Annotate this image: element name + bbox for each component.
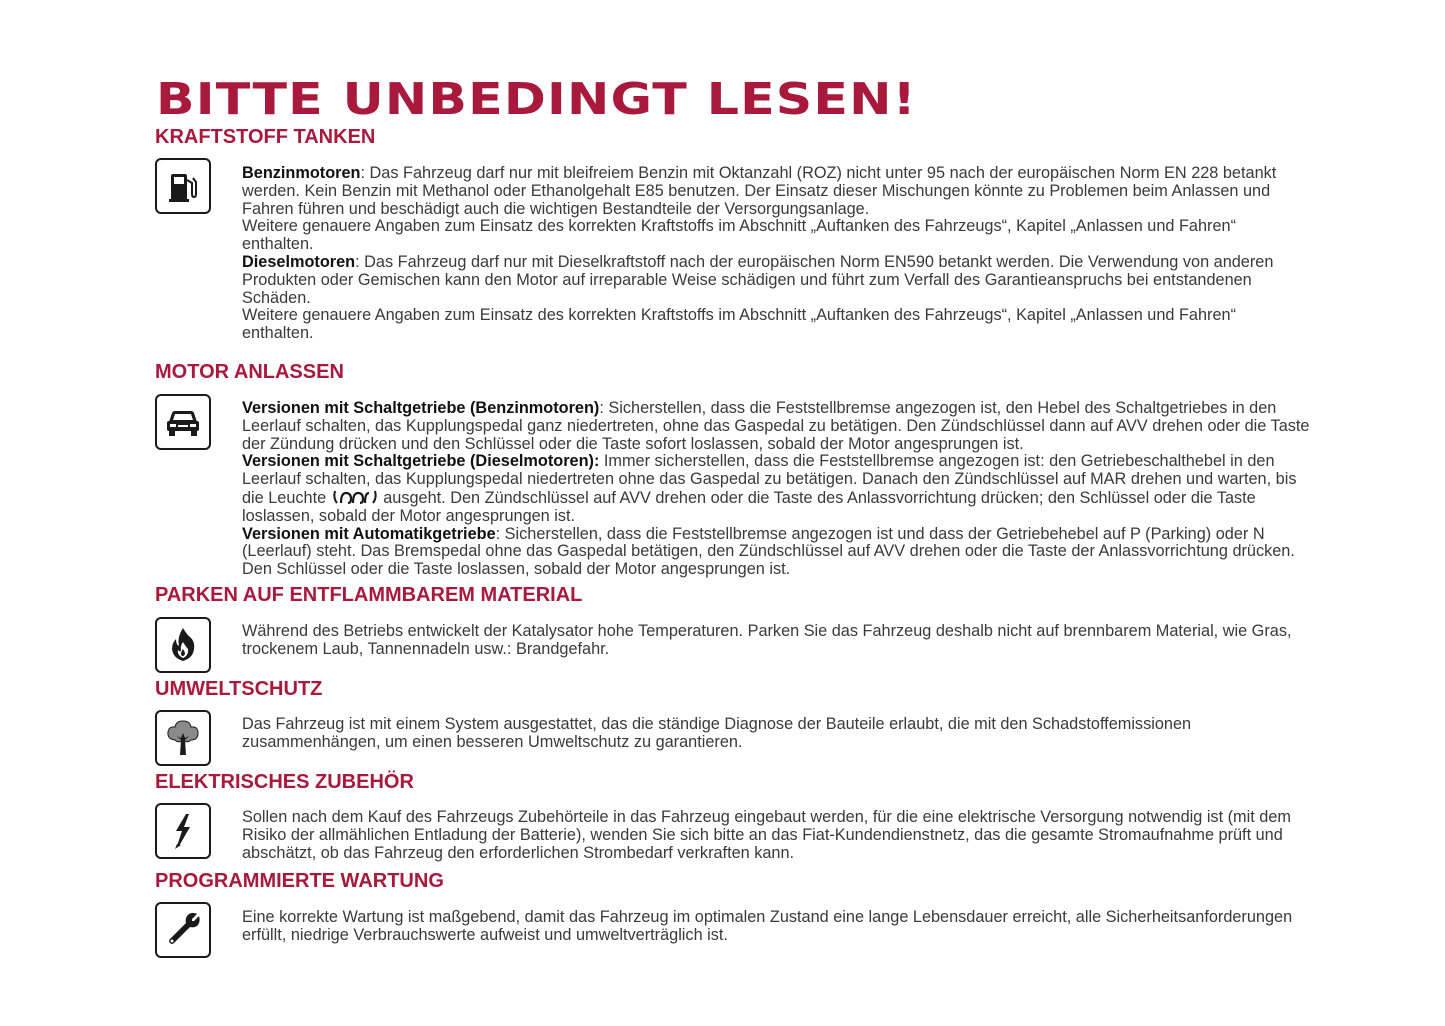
start-automatic-label: Versionen mit Automatikgetriebe xyxy=(242,524,496,543)
fuel-text xyxy=(242,165,1312,343)
fuel-petrol-note: Weitere genauere Angaben zum Einsatz des korrekten Kraftstoffs im Abschnitt „Auftanken des Fahrzeugs“, Kapitel „Anlassen und Fahren“ enthalten. xyxy=(242,217,1236,254)
wrench-icon xyxy=(163,910,203,950)
parking-icon-box xyxy=(155,617,211,673)
start-manual-diesel-label: Versionen mit Schaltgetriebe (Dieselmotoren): xyxy=(242,452,600,471)
fuel-diesel-label: Dieselmotoren xyxy=(242,252,356,271)
fuel-diesel-text: : Das Fahrzeug darf nur mit Dieselkraftstoff nach der europäischen Norm EN590 betankt werden. Die Verwendung von anderen Produkten oder Gemischen kann den Motor auf irreparable Weise schädigen und führt zum Verfall des Garantieanspruchs bei entstandenen Schäden. xyxy=(242,252,1274,307)
fuel-icon-box xyxy=(155,158,211,214)
environment-icon-box xyxy=(155,710,211,766)
environment-text xyxy=(242,716,1312,752)
maintenance-text xyxy=(242,909,1312,945)
start-text xyxy=(242,400,1312,579)
page-title: BITTE UNBEDINGT LESEN! xyxy=(156,74,917,125)
parking-paragraph: Während des Betriebs entwickelt der Katalysator hohe Temperaturen. Parken Sie das Fahrzeug deshalb nicht auf brennbarem Material, wie Gras, trockenem Laub, Tannennadeln usw.: Brandgefahr. xyxy=(242,622,1292,658)
fuel-petrol-label: Benzinmotoren xyxy=(242,164,361,182)
start-icon-box xyxy=(155,394,211,450)
electrical-icon-box xyxy=(155,803,211,859)
environment-paragraph: Das Fahrzeug ist mit einem System ausgestattet, das die ständige Diagnose der Bauteile erlaubt, die mit den Schadstoffemissionen zusammenhängen, um einen besseren Umweltschutz zu garantieren. xyxy=(242,715,1192,751)
section-title-start: MOTOR ANLASSEN xyxy=(155,361,344,383)
electrical-paragraph: Sollen nach dem Kauf des Fahrzeugs Zubehörteile in das Fahrzeug eingebaut werden, für die eine elektrische Versorgung notwendig ist (mit dem Risiko der allmählichen Entladung der Batterie), wenden Sie sich bitte an das Fiat-Kundendienstnetz, das die gesamte Stromaufnahme prüft und abschätzt, ob das Fahrzeug den erforderlichen Strombedarf verkraften kann. xyxy=(242,808,1291,862)
lightning-icon xyxy=(163,811,203,851)
section-title-maintenance: PROGRAMMIERTE WARTUNG xyxy=(155,870,444,892)
start-automatic-text: : Sicherstellen, dass die Feststellbremse angezogen ist und dass der Getriebehebel auf P (Parking) oder N (Leerlauf) steht. Das Bremspedal ohne das Gaspedal betätigen, den Zündschlüssel auf AVV drehen oder die Taste der Anlassvorrichtung drücken. Den Schlüssel oder die Taste loslassen, sobald der Motor angesprungen ist. xyxy=(242,524,1295,579)
parking-text xyxy=(242,623,1312,659)
start-manual-petrol-label: Versionen mit Schaltgetriebe (Benzinmotoren) xyxy=(242,399,600,417)
maintenance-paragraph: Eine korrekte Wartung ist maßgebend, damit das Fahrzeug im optimalen Zustand eine lange Lebensdauer erreicht, alle Sicherheitsanforderungen erfüllt, niedrige Verbrauchswerte aufweist und umweltverträglich ist. xyxy=(242,908,1293,944)
section-title-parking: PARKEN AUF ENTFLAMMBAREM MATERIAL xyxy=(155,584,583,606)
glow-plug-icon xyxy=(331,489,379,507)
car-icon xyxy=(163,402,203,442)
start-manual-petrol-text: : Sicherstellen, dass die Feststellbremse angezogen ist, den Hebel des Schaltgetriebes in den Leerlauf schalten, das Kupplungspedal ganz niedertreten, ohne das Gaspedal zu betätigen. Den Zündschlüssel dann auf AVV drehen oder die Taste der Zündung drücken und den Schlüssel oder die Taste sofort loslassen, sobald der Motor angesprungen ist. xyxy=(242,399,1310,453)
section-title-fuel: KRAFTSTOFF TANKEN xyxy=(155,126,376,148)
flame-icon xyxy=(163,625,203,665)
fuel-petrol-text: : Das Fahrzeug darf nur mit bleifreiem Benzin mit Oktanzahl (ROZ) nicht unter 95 nach der europäischen Norm EN 228 betankt werden. Kein Benzin mit Methanol oder Ethanolgehalt E85 benutzen. Der Einsatz dieser Mischungen könnte zu Problemen beim Anlassen und Fahren führen und beschädigt auch die wichtigen Bestandteile der Versorgungsanlage. xyxy=(242,164,1277,218)
section-title-environment: UMWELTSCHUTZ xyxy=(155,678,323,700)
maintenance-icon-box xyxy=(155,902,211,958)
fuel-pump-icon xyxy=(163,166,203,206)
fuel-diesel-note: Weitere genauere Angaben zum Einsatz des korrekten Kraftstoffs im Abschnitt „Auftanken des Fahrzeugs“, Kapitel „Anlassen und Fahren“ enthalten. xyxy=(242,306,1236,343)
tree-icon xyxy=(163,718,203,758)
start-manual-diesel-text-a: Immer sicherstellen, dass die Feststellbremse angezogen ist: den Getriebeschalthebel in den Leerlauf schalten, das Kupplungspedal niedertreten ohne das Gaspedal zu betätigen. Danach den Zündschlüssel auf MAR drehen und warten, bis die Leuchte xyxy=(242,452,1297,507)
section-title-electrical: ELEKTRISCHES ZUBEHÖR xyxy=(155,771,414,793)
start-manual-diesel-text-b: ausgeht. Den Zündschlüssel auf AVV drehen oder die Taste des Anlassvorrichtung drücken; den Schlüssel oder die Taste loslassen, sobald der Motor angesprungen ist. xyxy=(242,488,1256,525)
electrical-text xyxy=(242,809,1312,862)
